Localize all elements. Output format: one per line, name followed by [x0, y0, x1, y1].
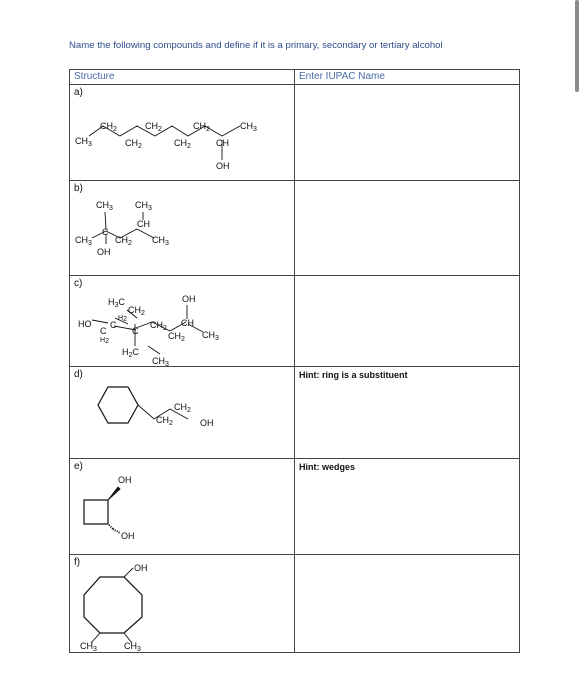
- ch-label: CH: [216, 138, 229, 148]
- c-label: C: [102, 227, 109, 237]
- svg-text:CH3: $CH_3$: [202, 330, 219, 342]
- oh-label: OH: [97, 247, 111, 257]
- svg-text:CH3: $CH_3$: [135, 200, 152, 212]
- scrollbar[interactable]: [575, 0, 579, 92]
- row-label: c): [74, 278, 83, 289]
- table-row: [70, 276, 520, 367]
- svg-text:CH2: $CH_2$: [193, 121, 210, 133]
- svg-text:CH3: $CH_3$: [124, 641, 141, 653]
- svg-text:H3C: $H_3C$: [108, 297, 125, 309]
- svg-text:CH2: $CH_2$: [174, 402, 191, 414]
- svg-text:CH3: $CH_3$: [80, 641, 97, 653]
- hint-text: Hint: wedges: [299, 462, 356, 472]
- oh-label: OH: [216, 161, 230, 171]
- structure-cell-a: [70, 85, 295, 181]
- svg-text:CH3: $CH_3$: [240, 121, 257, 133]
- oh-bottom-label: OH: [121, 531, 135, 541]
- svg-text:CH3: $CH_3$: [75, 235, 92, 247]
- svg-text:C: C: [110, 320, 117, 330]
- hint-text: Hint: ring is a substituent: [299, 370, 408, 380]
- structure-header: Structure: [70, 70, 295, 85]
- row-label: a): [74, 87, 83, 98]
- structure-c-drawing: [70, 276, 294, 367]
- structure-cell-f: [70, 555, 295, 653]
- instructions-text: Name the following compounds and define if it is a primary, secondary or tertiary alcohol: [69, 40, 443, 51]
- table-row: [70, 555, 520, 653]
- structure-f-drawing: [70, 555, 294, 653]
- answer-cell-d[interactable]: [295, 367, 520, 459]
- table-row: [70, 367, 520, 459]
- structure-e-drawing: [70, 459, 294, 555]
- answer-cell-f[interactable]: [295, 555, 520, 653]
- answer-cell-c[interactable]: [295, 276, 520, 367]
- structure-b-drawing: [70, 181, 294, 276]
- svg-text:CH2: $CH_2$: [156, 415, 173, 427]
- answer-cell-a[interactable]: [295, 85, 520, 181]
- svg-text:C: C: [132, 326, 139, 336]
- svg-text:CH2: $CH_2$: [174, 138, 191, 150]
- row-label: b): [74, 183, 83, 194]
- ch-label: CH: [181, 318, 194, 328]
- table-header-row: [70, 70, 520, 85]
- oh-top-label: OH: [118, 475, 132, 485]
- structure-cell-d: [70, 367, 295, 459]
- svg-text:H2: H2: [118, 315, 127, 323]
- svg-text:CH3: $CH_3$: [152, 235, 169, 247]
- oh-label: OH: [182, 294, 196, 304]
- answer-cell-e[interactable]: [295, 459, 520, 555]
- svg-text:CH2: $CH_2$: [168, 331, 185, 343]
- structure-cell-c: [70, 276, 295, 367]
- svg-text:CH2: $CH_2$: [145, 121, 162, 133]
- row-label: d): [74, 369, 83, 380]
- ho-label: HO: [78, 319, 92, 329]
- structure-d-drawing: [70, 367, 294, 459]
- svg-text:CH2: $CH_2$: [115, 235, 132, 247]
- oh-label: OH: [200, 418, 214, 428]
- structure-a-drawing: [70, 85, 294, 181]
- svg-text:CH2: $CH_2$: [150, 320, 167, 332]
- row-label: f): [74, 557, 81, 568]
- oh-label: OH: [134, 563, 148, 573]
- svg-text:CH3: $CH_3$: [152, 356, 169, 368]
- table-row: [70, 459, 520, 555]
- ch3-label: $CH_3$: [75, 136, 92, 148]
- iupac-name-header: Enter IUPAC Name: [295, 70, 520, 85]
- structure-cell-e: [70, 459, 295, 555]
- svg-text:H2C: $H_2C$: [122, 347, 139, 359]
- svg-text:CH2: $CH_2$: [128, 305, 145, 317]
- row-label: e): [74, 461, 83, 472]
- ch-label: CH: [137, 219, 150, 229]
- structure-cell-b: [70, 181, 295, 276]
- table-row: [70, 85, 520, 181]
- compounds-table: [69, 69, 520, 653]
- svg-text:H2: H2: [100, 337, 109, 345]
- svg-text:CH2: $CH_2$: [125, 138, 142, 150]
- answer-cell-b[interactable]: [295, 181, 520, 276]
- table-row: [70, 181, 520, 276]
- svg-text:CH2: $CH_2$: [100, 121, 117, 133]
- svg-text:C: C: [100, 326, 107, 336]
- svg-text:CH3: $CH_3$: [96, 200, 113, 212]
